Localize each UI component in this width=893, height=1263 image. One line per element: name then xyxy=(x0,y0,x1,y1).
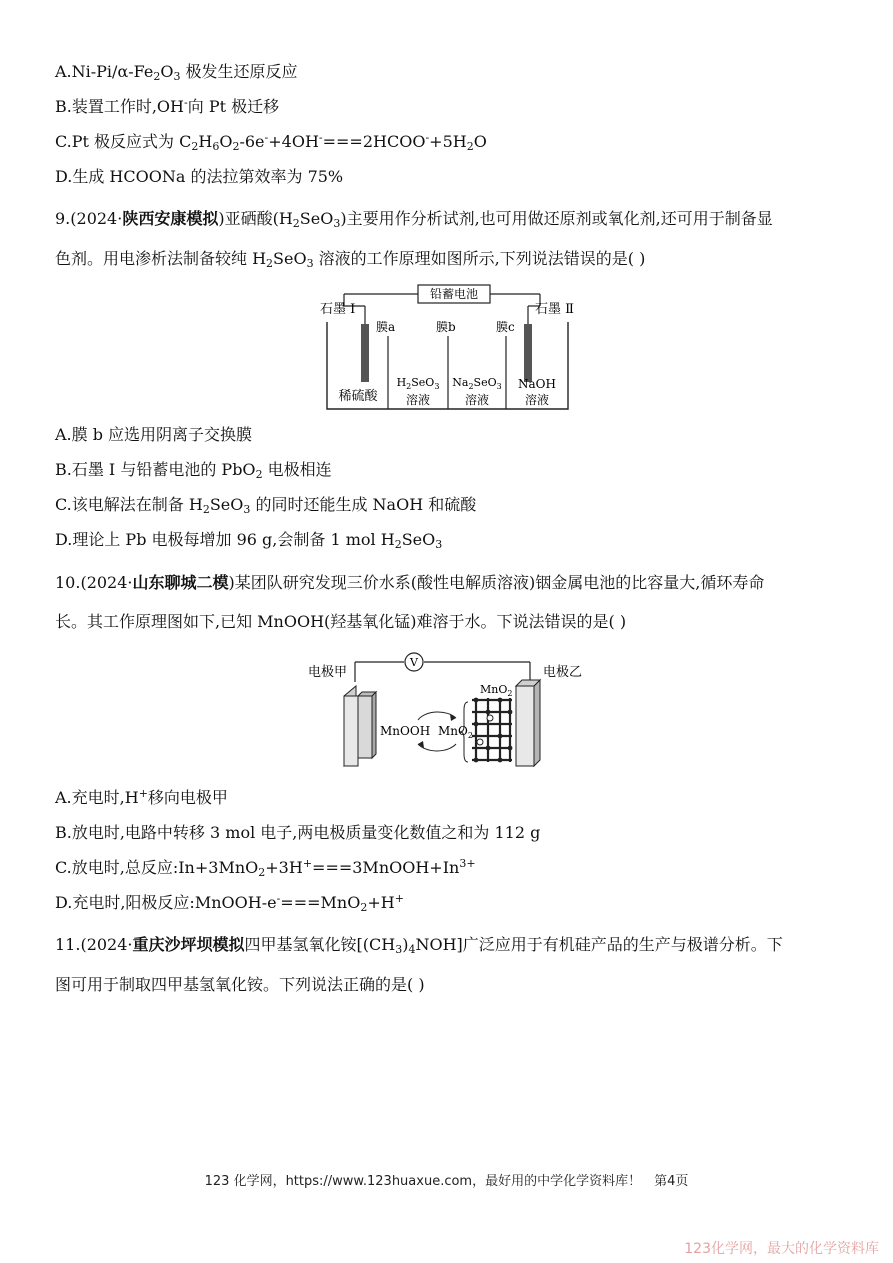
voltmeter-label: V xyxy=(410,656,418,669)
electrode-jia-label: 电极甲 xyxy=(308,665,348,680)
membrane-c-label: 膜c xyxy=(496,320,515,334)
q9-option-d: D.理论上 Pb 电极每增加 96 g,会制备 1 mol $H_2SeO_3$ xyxy=(55,530,443,551)
right-electrode-label: 石墨 Ⅱ xyxy=(535,302,574,317)
membrane-a-label: 膜a xyxy=(376,320,396,334)
left-electrode-label: 石墨 Ⅰ xyxy=(320,302,356,317)
q8-option-a: $A.Ni-Pi/\alpha-Fe_2O_3$ 极发生还原反应 xyxy=(55,62,298,83)
q8-option-b: B.装置工作时,OH-向 Pt 极迁移 xyxy=(55,96,280,116)
cell2-solution: 溶液 xyxy=(405,393,431,407)
page-footer: 123 化学网，https://www.123huaxue.com，最好用的中学化学资料库！ 第4页 xyxy=(204,1174,689,1189)
electrode-jia xyxy=(344,696,358,766)
q10-option-b: B.放电时,电路中转移 3 mol 电子,两电极质量变化数值之和为 112 g xyxy=(55,823,541,842)
mnooh-label: MnOOH xyxy=(380,724,431,738)
q8-option-c: C.Pt 极反应式为 $C_2H_6O_2-6e^-+4OH^-===2HCOO^-+5H_2O$ xyxy=(55,131,487,153)
q10-option-a: A.充电时,H+移向电极甲 xyxy=(55,787,228,807)
q11-stem-line2: 图可用于制取四甲基氢氧化铵。下列说法正确的是( ) xyxy=(55,975,425,994)
q10-option-c: C.放电时,总反应$:In+3MnO_2+3H^+===3MnOOH+In^{3+}$ xyxy=(55,857,476,879)
cell1-label: 稀硫酸 xyxy=(338,389,378,404)
q11-stem-line1: 11.(2024·重庆沙坪坝模拟四甲基氢氧化铵$[(CH_3)_4NOH]$广泛应用于有机硅产品的生产与极谱分析。下 xyxy=(55,935,783,956)
q9-option-b: B.石墨 Ⅰ 与铅蓄电池的 PbO$_2$ 电极相连 xyxy=(55,460,332,481)
cell2-formula: $H_2SeO_3$ xyxy=(396,376,440,391)
q10-battery-diagram xyxy=(300,648,600,768)
cell3-solution: 溶液 xyxy=(464,393,490,407)
cell4-formula: NaOH xyxy=(518,377,556,391)
q9-option-c: C.该电解法在制备 $H_2SeO_3$ 的同时还能生成 NaOH 和硫酸 xyxy=(55,495,477,516)
mno2-top-label: MnO$_2$ xyxy=(480,683,513,698)
q10-stem-line2: 长。其工作原理图如下,已知 MnOOH(羟基氧化锰)难溶于水。下说法错误的是( ) xyxy=(55,612,627,631)
watermark: 123化学网，最大的化学资料库 xyxy=(684,1241,879,1257)
q10-option-d: D.充电时,阳极反应:MnOOH-e-===MnO$_2$+H+ xyxy=(55,892,404,914)
battery-label: 铅蓄电池 xyxy=(429,287,479,301)
electrode-yi-label: 电极乙 xyxy=(543,665,583,680)
q9-stem-line2: 色剂。用电渗析法制备较纯 $H_2SeO_3$ 溶液的工作原理如图所示,下列说法错误的是( ) xyxy=(55,249,646,270)
mno2-lattice xyxy=(472,698,512,762)
graphite-electrode-1 xyxy=(361,324,369,382)
q9-option-a: A.膜 b 应选用阴离子交换膜 xyxy=(55,425,253,444)
q9-stem-line1: 9.(2024·陕西安康模拟)亚硒酸$(H_2SeO_3)$主要用作分析试剂,也可用做还原剂或氧化剂,还可用于制备显 xyxy=(55,209,773,230)
cell4-solution: 溶液 xyxy=(524,393,550,407)
q9-electrodialysis-diagram xyxy=(300,282,600,414)
q8-option-d: D.生成 HCOONa 的法拉第效率为 75% xyxy=(55,167,344,186)
cell3-formula: $Na_2SeO_3$ xyxy=(452,376,502,391)
membrane-b-label: 膜b xyxy=(436,320,456,334)
graphite-electrode-2 xyxy=(524,324,532,382)
mno2-center-label: MnO$_2$ xyxy=(438,724,473,740)
electrode-yi xyxy=(516,686,534,766)
q10-stem-line1: 10.(2024·山东聊城二模)某团队研究发现三价水系(酸性电解质溶液)铟金属电池的比容量大,循环寿命 xyxy=(55,573,765,592)
